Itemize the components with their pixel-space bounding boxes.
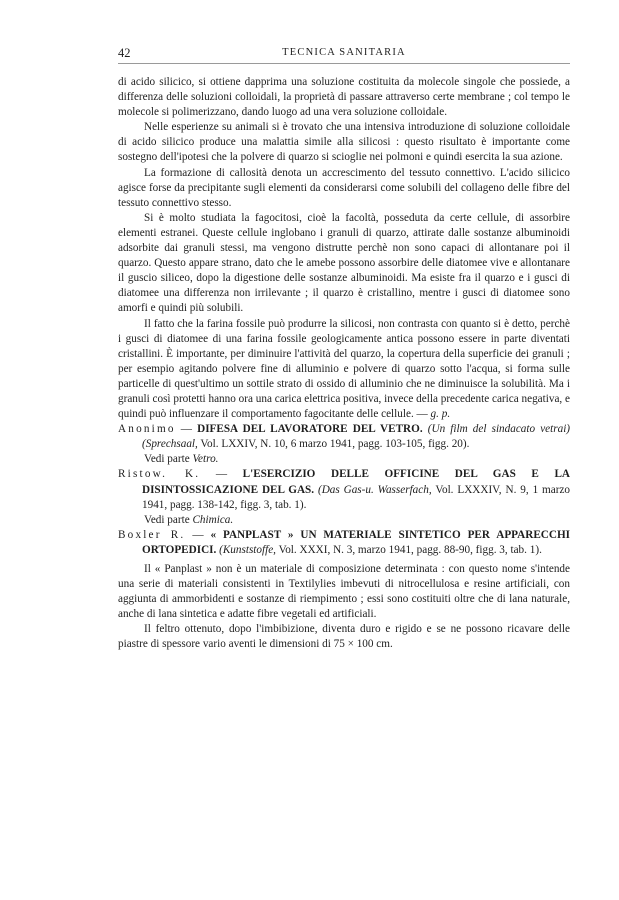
paragraph-fossil-flour-text: Il fatto che la farina fossile può produrre la silicosi, non contrasta con quanto si è detto, perchè i gusci di diatomee di una farina fossile geologicamente antica possono essere in parte diventati cristallini. È importante, per diminuire l'attività del quarzo, la copertura della superficie dei granuli ; per esempio agitando polvere fine di alluminio e polvere di quarzo sotto l'acqua, si forma sulle particelle di quest'ultimo un sottile strato di ossido di alluminio che ne diminuisce la solubilità. Ma i granuli così protetti hanno ora una carica elettrica positiva, invece della precedente carica negativa, e quindi può influenzare il comportamento fagocitante delle cellule. — [118, 317, 570, 421]
see-target: Chimica. [192, 513, 234, 526]
entry-title: DIFESA DEL LAVORATORE DEL VETRO. [197, 423, 423, 436]
entry-see-also [118, 513, 570, 528]
paragraph-panplast: Il « Panplast » non è un materiale di composizione determinata : con questo nome s'intende una serie di materiali consistenti in Textilylies imbevuti di nitrocellulosa e resine artificiali, con aggiunta di ammorbidenti e sostanze di riempimento ; essi sono costituiti oltre che di lana naturale, anche di lana sintetica e adatte fibre vegetali ed artificiali. [118, 563, 570, 621]
entry-heading [118, 528, 570, 558]
entry-dash: — [175, 423, 198, 436]
entry-dash: — [185, 528, 211, 541]
bibliography-entry-anonimo [118, 422, 570, 467]
bibliography-entry-ristow [118, 467, 570, 527]
page-number: 42 [118, 46, 131, 60]
entry-dash: — [200, 468, 243, 481]
running-title: TECNICA SANITARIA [282, 47, 406, 58]
page-header [118, 46, 570, 66]
entry-details: Vol. LXXXIV, N. 9, 1 marzo 1941, pagg. 138-142, figg. 3, tab. 1). [142, 483, 571, 511]
see-target: Vetro. [192, 453, 219, 466]
entry-source: (Das Gas-u. Wasserfach, [317, 483, 432, 496]
entry-heading [118, 422, 570, 452]
entry-heading [118, 467, 570, 512]
entry-source: (Kunststoffe, [219, 543, 276, 556]
paragraph-animal-experiments: Nelle esperienze su animali si è trovato che una intensiva introduzione di soluzione colloidale di acido silicico produce una malattia simile alla silicosi : questo risultato è importante come sostegno dell'ipotesi che la polvere di quarzo si scioglie nei polmoni e quindi esercita la sua azione. [118, 121, 570, 164]
entry-details: Vol. LXXIV, N. 10, 6 marzo 1941, pagg. 103-105, figg. 20). [197, 438, 470, 451]
entry-title: L'ESERCIZIO DELLE OFFICINE DEL GAS E LA DISINTOSSICAZIONE DEL GAS. [142, 468, 570, 496]
bibliography-entry-boxler [118, 528, 570, 558]
entry-details: Vol. XXXI, N. 3, marzo 1941, pagg. 88-90, figg. 3, tab. 1). [275, 543, 542, 556]
header-rule [118, 63, 570, 64]
entry-title: « PANPLAST » UN MATERIALE SINTETICO PER APPARECCHI ORTOPEDICI. [142, 528, 571, 556]
paragraph-phagocytosis: Si è molto studiata la fagocitosi, cioè la facoltà, posseduta da certe cellule, di assorbire elementi estranei. Queste cellule inglobano i granuli di quarzo, attirate dalle sostanze albuminoidi adsorbite dai granuli stessi, ma vengono distrutte perchè non sono capaci di allontanare poi il quarzo. Questo appare strano, dato che le amebe possono assorbire delle diatomee vive e allontanare il guscio siliceo, dopo la digestione delle sostanze albuminoidi. Ma esiste fra il quarzo e i gusci di diatomee una differenza non irrilevante ; il quarzo è cristallino, mentre i gusci di diatomee sono amorfi e quindi più solubili. [118, 211, 570, 315]
author-signature: g. p. [430, 408, 451, 421]
entry-author: Ristow. K. [118, 468, 201, 481]
paragraph-felt: Il feltro ottenuto, dopo l'imbibizione, diventa duro e rigido e se ne possono ricavare delle piastre di spessore vario aventi le dimensioni di 75 × 100 cm. [118, 623, 570, 651]
entry-source: (Un film del sindacato vetrai) (Sprechsaal, [142, 423, 571, 451]
paragraph-fossil-flour [118, 317, 570, 423]
entry-author: Boxler R. [118, 528, 186, 541]
entry-see-also [118, 452, 570, 467]
see-label: Vedi parte [144, 453, 190, 466]
entry-author: Anonimo [118, 423, 176, 436]
see-label: Vedi parte [144, 513, 190, 526]
paragraph-continuation: di acido silicico, si ottiene dapprima una soluzione costituita da molecole singole che possiede, a differenza delle soluzioni colloidali, la proprietà di passare attraverso certe membrane ; col tempo le molecole si polimerizzano, dando luogo ad una vera soluzione colloidale. [118, 76, 570, 119]
paragraph-callosity: La formazione di callosità denota un accrescimento del tessuto connettivo. L'acido silicico agisce forse da precipitante sugli elementi da considerarsi come solubili del collageno delle fibre del tessuto connettivo stesso. [118, 166, 570, 209]
article-body [118, 75, 570, 653]
